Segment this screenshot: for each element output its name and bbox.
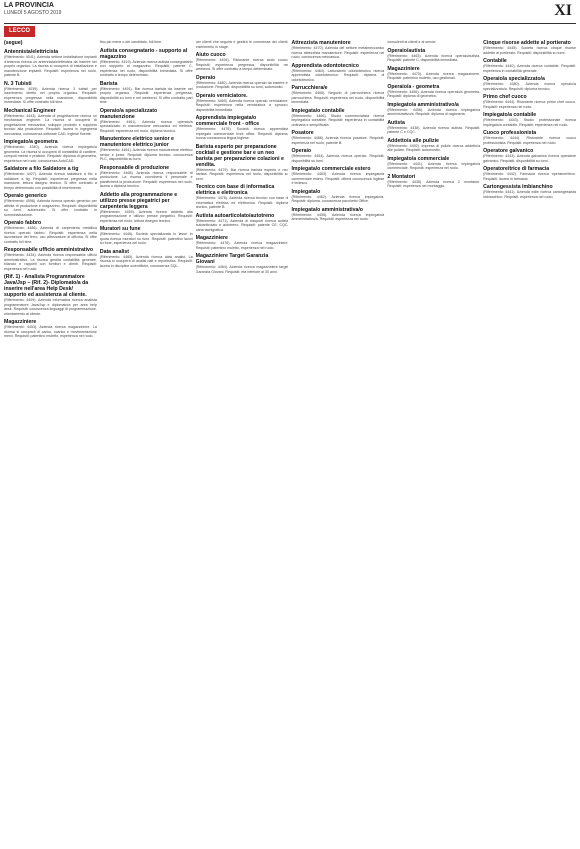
job-listing xyxy=(291,108,384,128)
job-listing xyxy=(196,40,289,49)
job-title: Magazziniere xyxy=(4,319,37,325)
job-description: (Riferimento: 4491). Bar ricerca barista da inserire nel proprio organico. Requisiti: esperienza pregressa, disponibilità su turni e nei weekend. Si offre contratto part time. xyxy=(99,86,193,104)
job-title: Autista consegnatario - supporto al magazzino xyxy=(99,47,188,60)
page-number: XI xyxy=(554,2,572,19)
job-description: (Riferimento: 4488). Azienda ricerca posatore. Requisiti: esperienza nel ruolo, patente B. xyxy=(291,136,385,145)
job-title: Responsabile di produzione xyxy=(99,164,170,171)
job-listing xyxy=(100,226,193,246)
job-listing xyxy=(483,130,576,145)
job-title: Data analist xyxy=(99,248,129,255)
job-listing xyxy=(387,66,480,81)
job-description: (Riferimento: 4441). Azienda edile ricerca cartongessista imbianchino. Requisiti: esperienza nel ruolo. xyxy=(483,190,576,199)
job-listing xyxy=(291,166,384,186)
column-6 xyxy=(483,40,576,845)
job-title: Contabile xyxy=(483,58,507,64)
job-listing xyxy=(387,40,480,45)
job-description: (Riferimento: 4476). Azienda ricerca magazziniere. Requisiti: patentino muletto, esperienza nel ruolo. xyxy=(195,241,289,250)
job-title: Attrezzista manutentore xyxy=(291,40,351,46)
job-title: Primo chef cuoco xyxy=(483,94,527,100)
job-listing xyxy=(387,138,480,153)
job-title: Operaio generico xyxy=(4,193,47,199)
job-listing xyxy=(4,247,97,271)
job-listing xyxy=(4,274,97,316)
job-description: (Riferimento: 4461). Azienda ricerca operaio/a specializzato in manutenzione meccanica ed elettrica. Requisiti: esperienza nel ruolo, diploma tecnico. xyxy=(99,119,193,133)
job-title: Operatore/trice di farmacia xyxy=(483,166,550,172)
job-listing xyxy=(483,166,576,181)
listing-columns xyxy=(4,40,576,845)
job-listing xyxy=(100,165,193,189)
job-listing xyxy=(196,115,289,141)
job-description: (Riferimento: 4470). Azienda del settore metalmeccanico ricerca attrezzista manutentore. Requisiti: esperienza nel ruolo, conoscenza meccanica. xyxy=(291,46,385,59)
job-title: Parrucchiera/e xyxy=(291,85,328,91)
job-title: (Rif. 1) - Analista Programmatore Java/Jsp – (Rif. 2)- Diplomato/a da inserire nell'area Help Desk/ supporto ed assistenza al cliente. xyxy=(4,274,89,298)
job-description: (Riferimento: 4380). Azienda ricerca operaio/a specializzato/a. Requisiti: diploma tecnico. xyxy=(483,82,576,91)
job-description: (Riferimento: 4462). Azienda ricerca impiegato/a. Requisiti: diploma, conoscenza pacchetto Office. xyxy=(291,194,385,203)
job-listing xyxy=(4,139,97,163)
job-listing xyxy=(291,130,384,145)
job-title: Cuoco professionista xyxy=(483,130,537,136)
job-description: (Riferimento: 4442). Farmacia ricerca operatore/trice. Requisiti: laurea in farmacia. xyxy=(483,172,576,181)
job-title: Addetto alla programmazione e utilizzo presse piegatrici per carpenteria leggera xyxy=(99,191,178,210)
job-description: (Riferimento: 4454). Azienda ricerca operaio. Requisiti: disponibilità su turni. xyxy=(291,154,385,163)
job-description: (Riferimento: 4441). Azienda ricerca impiegato/a commerciale. Requisiti: esperienza nel ruolo. xyxy=(387,161,481,170)
section-label: LECCO xyxy=(4,26,35,37)
job-listing xyxy=(4,166,97,190)
job-description: (Riferimento: 4484). Azienda ricerca magazziniere target Garanzia Giovani. Requisiti: età inferiore ai 30 anni. xyxy=(195,265,289,274)
job-title: Operaio xyxy=(291,148,312,154)
job-description: (Riferimento: 4409). Azienda informatica ricerca analista programmatore Java/Jsp e diplomato/a per area help desk. Requisiti: conoscenza linguaggi di programmazione, orientamento al cliente. xyxy=(4,298,97,316)
job-listing xyxy=(291,148,384,163)
job-description: (Riferimento: 4440). Azienda ricerca contabile. Requisiti: esperienza in contabilità generale. xyxy=(483,64,576,73)
job-description: (Riferimento: 4470). Azienda ricerca magazziniere. Requisiti: patentino muletto, uso gestionali. xyxy=(387,71,481,80)
job-title: Magazziniere xyxy=(195,235,228,241)
job-title: Operaio/a specializzato manutenzione xyxy=(99,107,158,120)
job-title: Addetto/a alle pulizie xyxy=(387,137,439,144)
job-listing xyxy=(100,108,193,134)
page-header xyxy=(4,2,576,22)
job-listing xyxy=(483,58,576,73)
job-listing xyxy=(4,193,97,217)
job-listing xyxy=(483,148,576,163)
job-description: (Riferimento: 4469). Azienda ricerca operaio verniciatore. Requisiti: esperienza nella verniciatura a spruzzo, disponibilità immediata. xyxy=(195,98,289,112)
job-listing xyxy=(291,85,384,105)
job-title: Antennista/elettricista xyxy=(4,49,59,55)
job-title: Manutentore elettrico senior e manutentore elettrico junior xyxy=(99,136,174,148)
job-listing xyxy=(100,249,193,269)
job-title: Responsabile ufficio amministrativo xyxy=(4,247,94,253)
column-5 xyxy=(387,40,480,845)
job-title: Impiegata/o commerciale estero xyxy=(291,166,371,172)
job-description: (Riferimento: 4446). Società specializzata in lavori in quota ricerca muratori su fune. Requisiti: patentino lavori su fune, esperienza nel ruolo. xyxy=(99,232,193,245)
job-description: (Riferimento: 4041). Azienda settore installazione impianti d'antenna ricerca un antennista/elettricista da inserire nel proprio organico. La risorsa si occuperà di installazione e manutenzione impianti. Requisiti: esperienza nel ruolo, patente B. xyxy=(4,55,97,77)
job-listing xyxy=(100,81,193,105)
job-description: (Riferimento: 4444). Ristorante ricerca primo chef cuoco. Requisiti: esperienza nel ruolo. xyxy=(483,100,576,109)
job-listing xyxy=(4,319,97,339)
job-listing xyxy=(196,235,289,250)
job-title: 2 Montatori xyxy=(387,173,416,180)
job-listing xyxy=(196,184,289,210)
job-description: (Riferimento: 4463). Azienda ricerca operaio/autista. Requisiti: patente C, disponibilità immediata. xyxy=(387,53,481,62)
job-listing xyxy=(196,93,289,113)
job-description: (Riferimento: 4466). Studio commercialista ricerca impiegato/a contabile. Requisiti: esperienza in contabilità ordinaria e semplificata. xyxy=(291,113,385,127)
job-listing xyxy=(100,48,193,78)
job-description: (Riferimento: 4455). Azienda ricerca impiegato/a amministrativo/a. Requisiti: esperienza nel ruolo. xyxy=(291,212,385,221)
job-description: (Riferimento: 4436). Azienda ricerca 2 montatori. Requisiti: esperienza nel montaggio. xyxy=(387,179,481,188)
job-description: (Riferimento: 4438). Azienda ricerca autista. Requisiti: patente C e CQC. xyxy=(387,125,481,134)
job-description: (Riferimento: 4480). Azienda ricerca operaio da inserire in produzione. Requisiti: disponibilità su turni, automunito. xyxy=(195,80,289,89)
job-description: (Riferimento: 4456). Azienda ricerca impiegato/a amministrativo/a. Requisiti: diploma di ragioneria. xyxy=(387,107,481,116)
job-title: Apprendista odontotecnico xyxy=(291,62,359,69)
job-description: (Riferimento: 4443). Azienda di progettazione ricerca un mechanical engineer. La risorsa si occuperà di progettazione meccanica, sviluppo prodotto e supporto tecnico alla produzione. Requisiti: laurea in ingegneria meccanica, conoscenza software CAD, inglese fluente. xyxy=(4,113,97,136)
job-description: (Riferimento: 4419). Azienda ricerca autista consegnatario con supporto al magazzino. Requisiti: patente C, esperienza nel ruolo, disponibilità immediata. Si offre contratto a tempo determinato. xyxy=(99,59,193,77)
column-2 xyxy=(100,40,193,845)
job-title: Barista esperto per preparazione cocktail e gestione bar e un neo barista per preparazione colazioni e vendita. xyxy=(195,143,284,168)
job-listing xyxy=(100,192,193,224)
job-title: Autista autoarticolato/autotreno xyxy=(195,212,275,219)
job-description: (Riferimento: 4427). Azienda ricerca saldatore a filo e saldatore a tig. Requisiti: esperienza pregressa nella mansione, lettura disegno tecnico. Si offre contratto a tempo determinato con possibilità di inserimento. xyxy=(4,172,97,190)
job-title: Magazziniere Target Garanzia Giovani xyxy=(195,253,269,265)
job-listing xyxy=(483,184,576,199)
job-description: (Riferimento: 4463). Azienda ricerca impiegato/a commerciale estero. Requisiti: ottima conoscenza inglese e tedesco. xyxy=(291,172,385,185)
job-title: Mechanical Engineer xyxy=(4,107,56,114)
job-listing xyxy=(4,49,97,78)
job-title: Operatore galvanico xyxy=(483,148,534,154)
job-description: (Riferimento: 4453). Azienda ricerca magazziniere. La risorsa si occuperà di carico, scarico e movimentazione merci. Requisiti: patentino muletto, esperienza nel ruolo. xyxy=(4,325,97,338)
job-title: Impiegata/o amministrativa/o xyxy=(291,206,363,213)
job-description: fino più mene o del candidato, full time. xyxy=(99,40,163,44)
job-title: Cartongessista imbianchino xyxy=(483,184,553,190)
job-listing xyxy=(291,63,384,83)
job-title: Operaio xyxy=(195,74,216,81)
job-description: (Riferimento: 4443). Azienda galvanica ricerca operatore galvanico. Requisiti: disponibilità su turni. xyxy=(483,154,576,163)
job-listing xyxy=(387,174,480,189)
job-title: Impiegato/a commerciale xyxy=(387,155,450,162)
job-description: (Riferimento: 4096). Azienda ricerca operaio generico per attività di produzione e magazzino. Requisiti: disponibilità su turni, automunito. Si offre contratto in somministrazione. xyxy=(4,199,97,217)
job-listing xyxy=(196,213,289,233)
job-description: (Riferimento: 4468). Azienda ricerca responsabile di produzione. La risorsa coordinerà il personale e pianificherà la produzione. Requisiti: esperienza nel ruolo, laurea o diploma tecnico. xyxy=(99,170,193,188)
job-listing xyxy=(483,112,576,127)
job-description: (Riferimento: 4039). Azienda ricerca 3 tubisti per inserimento diretto nel proprio organico. Requisiti: esperienza pregressa nella mansione, disponibilità immediata. Si offre contratto full time. xyxy=(4,86,97,104)
column-4 xyxy=(291,40,384,845)
job-listing xyxy=(196,52,289,72)
job-title: Operaio/autista xyxy=(387,47,426,54)
job-description: (Riferimento: 4494). Ristorante ricerca aiuto cuoco. Requisiti: esperienza pregressa, disponibilità nei weekend. Si offre contratto a tempo determinato. xyxy=(195,58,289,71)
job-description: (Riferimento: 4464). Laboratorio odontotecnico ricerca apprendista odontotecnico. Requisiti: diploma di odontotecnico. xyxy=(291,68,385,82)
job-description: (Riferimento: 4485). Azienda ricerca data analist. La risorsa si occuperà di analisi dati e reportistica. Requisiti: laurea in discipline scientifiche, conoscenza SQL. xyxy=(99,254,193,268)
job-description: (Riferimento: 4445). Società ricerca cinque risorse addette al portierato. Requisiti: disponibilità su turni. xyxy=(483,46,576,55)
job-listing xyxy=(4,220,97,244)
job-title: Impiegata/o contabile xyxy=(291,107,345,114)
job-title: Autista xyxy=(387,119,405,126)
job-title: Barista xyxy=(99,80,118,87)
job-listing xyxy=(387,48,480,63)
job-title: Operaio verniciatore. xyxy=(195,92,248,99)
job-title: Impiegato/a amministrativo/a xyxy=(387,101,459,108)
job-title: Impiegato/a contabile xyxy=(483,112,537,118)
job-description: consulenti ai clienti e ai servizi. xyxy=(387,40,437,44)
job-description: (Riferimento: 4486). Azienda di carpenteria metallica ricerca operaio fabbro. Requisiti: esperienza nella lavorazione del ferro, uso attrezzature di officina. Si offre contratto full time. xyxy=(4,226,97,244)
job-title: Posatore xyxy=(291,130,314,136)
job-title: (segue) xyxy=(4,40,23,46)
job-listing xyxy=(4,81,97,105)
job-description: (Riferimento: 4443). Studio professionale ricerca impiegato/a contabile. Requisiti: esperienza nel ruolo. xyxy=(483,118,576,127)
job-title: Aiuto cuoco xyxy=(195,52,226,58)
job-title: Impiegato/a geometra xyxy=(4,139,58,145)
job-title: Tecnico con base di informatica elettrica e elettronica xyxy=(195,184,275,196)
job-listing xyxy=(291,189,384,204)
job-description: (Riferimento: 4479). Bar ricerca barista esperto e neo barista. Requisiti: esperienza nel ruolo, disponibilità su turni. xyxy=(195,167,289,181)
job-description: (Riferimento: 4434). Azienda ricerca responsabile ufficio amministrativo. La risorsa gestirà contabilità generale, bilancio e rapporti con fornitori e clienti. Requisiti: esperienza nel ruolo. xyxy=(4,253,97,271)
job-description: (Riferimento: 4456). Azienda ricerca operaio/a geometra. Requisiti: diploma di geometra. xyxy=(387,89,481,98)
job-listing xyxy=(100,40,193,45)
publication-date: LUNEDÌ 5 AGOSTO 2019 xyxy=(4,10,62,16)
publication-name: LA PROVINCIA xyxy=(4,2,54,9)
job-description: per clienti che seguirà e gestirà le commesse dei clienti, inserimento in stage. xyxy=(195,40,289,49)
job-title: Impiegata/o xyxy=(291,188,321,195)
job-listing xyxy=(291,207,384,222)
job-listing xyxy=(483,94,576,109)
job-title: Operaio/a - geometra xyxy=(387,83,440,90)
column-1 xyxy=(4,40,97,845)
job-description: (Riferimento: 4492). Impresa di pulizie ricerca addetto/a alle pulizie. Requisiti: automunito. xyxy=(387,143,481,152)
job-title: Cinque risorse addette al portierato xyxy=(483,40,571,46)
job-listing xyxy=(291,40,384,60)
job-listing xyxy=(387,156,480,171)
job-listing xyxy=(387,102,480,117)
job-listing xyxy=(387,120,480,135)
job-listing xyxy=(483,40,576,55)
job-title: Operaio/a specializzato/a xyxy=(483,76,545,82)
job-listing xyxy=(100,136,193,162)
job-title: Magazziniere xyxy=(387,65,420,72)
job-title: N. 3 Tubisti xyxy=(4,80,32,87)
job-title: Muratori su fune xyxy=(99,226,141,232)
column-3 xyxy=(196,40,289,845)
job-description: (Riferimento: 4476). Società ricerca apprendista impiegato commerciale front office. Requisiti: diploma, buona conoscenza lingua inglese. xyxy=(195,127,289,140)
job-description: (Riferimento: 4471). Azienda di trasporti ricerca autista autoarticolato e autotreno. Requisiti: patente CE, CQC, carta tachigrafica. xyxy=(195,218,289,232)
job-description: (Riferimento: 4478). Azienda ricerca tecnico con base di informatica elettrica ed elettronica. Requisiti: diploma tecnico, patente B. xyxy=(195,196,289,209)
job-description: (Riferimento: 4340). Azienda ricerca impiegato/a geometra. La risorsa si occuperà di contabilità di cantiere, computi metrici e pratiche. Requisiti: diploma di geometra, esperienza nel ruolo, conoscenza AutoCAD. xyxy=(4,145,97,163)
job-description: (Riferimento: 4459). Azienda ricerca addetto alla programmazione e utilizzo presse piegatrici. Requisiti: esperienza nel ruolo, lettura disegno tecnico. xyxy=(99,209,193,223)
job-listing xyxy=(4,40,97,46)
job-description: (Riferimento: 4461). Azienda ricerca manutentore elettrico senior e junior. Requisiti: diploma tecnico, conoscenza PLC, disponibilità su turni. xyxy=(99,148,193,161)
header-divider xyxy=(4,23,576,24)
job-listing xyxy=(196,144,289,182)
job-listing xyxy=(387,84,480,99)
job-description: (Riferimento: 4444). Ristorante ricerca cuoco professionista. Requisiti: esperienza nel ruolo. xyxy=(483,136,576,145)
job-title: Operaio fabbro xyxy=(4,220,42,226)
job-description: (Riferimento: 4465). Negozio di parrucchiera ricerca parrucchiera. Requisiti: esperienza nel ruolo, disponibilità immediata. xyxy=(291,91,385,104)
job-listing xyxy=(483,76,576,91)
job-title: Apprendista impiegata/o commerciale front - office xyxy=(195,115,260,127)
job-listing xyxy=(196,75,289,90)
job-listing xyxy=(4,108,97,137)
job-listing xyxy=(196,253,289,274)
job-title: Saldatore a filo Saldatore a tig xyxy=(4,166,79,172)
